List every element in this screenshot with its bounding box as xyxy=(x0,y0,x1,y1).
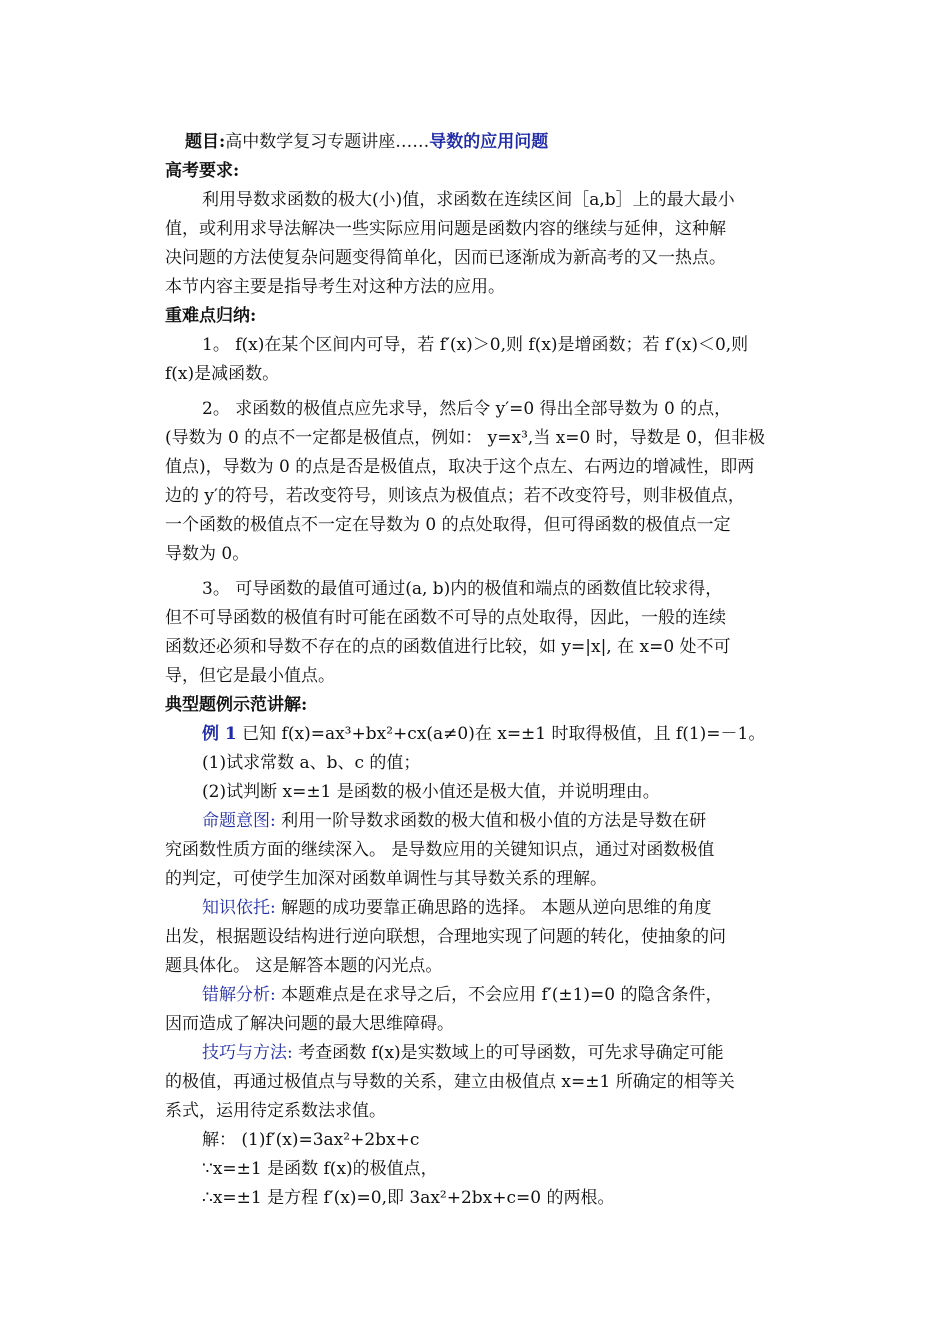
title-dots: …… xyxy=(395,132,430,152)
example-label: 例 1 xyxy=(202,724,237,744)
section-heading-examples: 典型题例示范讲解: xyxy=(165,695,308,715)
paragraph-line: 的极值，再通过极值点与导数的关系，建立由极值点 x=±1 所确定的相等关 xyxy=(165,1072,735,1092)
document-page xyxy=(165,128,790,1213)
section-heading-exam: 高考要求: xyxy=(165,161,240,181)
paragraph-line: 值点)，导数为 0 的点是否是极值点，取决于这个点左、右两边的增减性，即两 xyxy=(165,457,755,477)
paragraph-line: 3。 可导函数的最值可通过(a, b)内的极值和端点的函数值比较求得， xyxy=(202,579,723,599)
solution-line-2: ∵x=±1 是函数 f(x)的极值点， xyxy=(202,1159,438,1179)
question-1: (1)试求常数 a、b、c 的值； xyxy=(202,753,421,773)
paragraph-line: 解题的成功要靠正确思路的选择。 本题从逆向思维的角度 xyxy=(275,898,712,918)
paragraph-line: 边的 y′的符号，若改变符号，则该点为极值点；若不改变符号，则非极值点， xyxy=(165,486,745,506)
question-2: (2)试判断 x=±1 是函数的极小值还是极大值，并说明理由。 xyxy=(202,782,660,802)
method-label: 技巧与方法: xyxy=(202,1043,293,1063)
basis-label: 知识依托: xyxy=(202,898,276,918)
paragraph-line: 决问题的方法使复杂问题变得简单化，因而已逐渐成为新高考的又一热点。 xyxy=(165,248,726,268)
solution-line-1: 解： (1)f′(x)=3ax²+2bx+c xyxy=(202,1130,420,1150)
title-topic: 导数的应用问题 xyxy=(429,132,549,152)
paragraph-line: (导数为 0 的点不一定都是极值点，例如： y=x³,当 x=0 时，导数是 0，但非极 xyxy=(165,428,765,448)
key-point-3 xyxy=(165,575,790,691)
paragraph-line: 利用导数求函数的极大(小)值，求函数在连续区间［a,b］上的最大最小 xyxy=(202,190,735,210)
exam-req-paragraph xyxy=(165,186,790,302)
method-paragraph xyxy=(165,1039,790,1126)
paragraph-line: 系式，运用待定系数法求值。 xyxy=(165,1101,386,1121)
doc-title xyxy=(165,128,790,157)
paragraph-line: 函数还必须和导数不存在的点的函数值进行比较，如 y=|x|, 在 x=0 处不可 xyxy=(165,637,731,657)
paragraph-line: 本题难点是在求导之后，不会应用 f′(±1)=0 的隐含条件， xyxy=(275,985,723,1005)
example-text: 已知 f(x)=ax³+bx²+cx(a≠0)在 x=±1 时取得极值，且 f(1)=－1。 xyxy=(242,724,766,744)
title-label: 题目: xyxy=(185,132,226,152)
solution-line-3: ∴x=±1 是方程 f′(x)=0,即 3ax²+2bx+c=0 的两根。 xyxy=(202,1188,615,1208)
example-1-statement xyxy=(165,720,790,749)
paragraph-line: 利用一阶导数求函数的极大值和极小值的方法是导数在研 xyxy=(275,811,707,831)
paragraph-line: 值，或利用求导法解决一些实际应用问题是函数内容的继续与延伸，这种解 xyxy=(165,219,726,239)
key-point-2 xyxy=(165,395,790,569)
title-prefix: 高中数学复习专题讲座 xyxy=(225,132,396,152)
paragraph-line: 导数为 0。 xyxy=(165,544,250,564)
error-paragraph xyxy=(165,981,790,1039)
paragraph-line: 因而造成了解决问题的最大思维障碍。 xyxy=(165,1014,454,1034)
paragraph-line: 2。 求函数的极值点应先求导，然后令 y′=0 得出全部导数为 0 的点， xyxy=(202,399,732,419)
key-point-1 xyxy=(165,331,790,389)
paragraph-line: f(x)是减函数。 xyxy=(165,364,280,384)
paragraph-line: 出发，根据题设结构进行逆向联想，合理地实现了问题的转化，使抽象的问 xyxy=(165,927,726,947)
intent-paragraph xyxy=(165,807,790,894)
paragraph-line: 1。 f(x)在某个区间内可导，若 f′(x)＞0,则 f(x)是增函数；若 f′(x)＜0,则 xyxy=(202,335,749,355)
paragraph-line: 但不可导函数的极值有时可能在函数不可导的点处取得，因此，一般的连续 xyxy=(165,608,726,628)
intent-label: 命题意图: xyxy=(202,811,276,831)
paragraph-line: 一个函数的极值点不一定在导数为 0 的点处取得，但可得函数的极值点一定 xyxy=(165,515,731,535)
paragraph-line: 考查函数 f(x)是实数域上的可导函数，可先求导确定可能 xyxy=(292,1043,724,1063)
section-heading-key-points: 重难点归纳: xyxy=(165,306,257,326)
basis-paragraph xyxy=(165,894,790,981)
paragraph-line: 究函数性质方面的继续深入。 是导数应用的关键知识点，通过对函数极值 xyxy=(165,840,715,860)
paragraph-line: 的判定，可使学生加深对函数单调性与其导数关系的理解。 xyxy=(165,869,607,889)
error-label: 错解分析: xyxy=(202,985,276,1005)
paragraph-line: 本节内容主要是指导考生对这种方法的应用。 xyxy=(165,277,505,297)
paragraph-line: 导，但它是最小值点。 xyxy=(165,666,335,686)
paragraph-line: 题具体化。 这是解答本题的闪光点。 xyxy=(165,956,443,976)
